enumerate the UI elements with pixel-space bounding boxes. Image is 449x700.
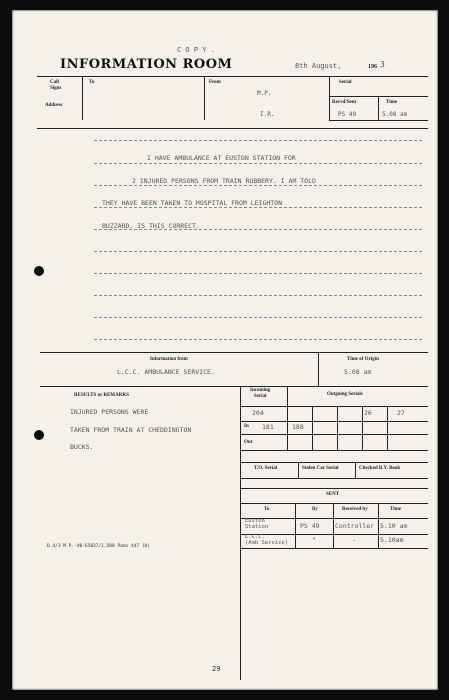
in-label: In [244, 424, 249, 429]
stolen-car-serial-label: Stolen Car Serial [302, 466, 339, 471]
message-line: 2 INJURED PERSONS FROM TRAIN ROBBERY. I AM TOLD [132, 177, 316, 185]
outgoing-serials-label: Outgoing Serials [327, 392, 363, 397]
results-line: BUCKS. [70, 443, 94, 451]
outgoing-serial-value: 26 [364, 409, 372, 417]
message-line: BUZZARD. IS THIS CORRECT. [102, 222, 200, 230]
in-serial-value: 181 [262, 423, 274, 431]
serial-label: Serial [339, 80, 352, 85]
punch-hole [34, 430, 44, 440]
in-serial-value: 188 [292, 423, 304, 431]
from-value-2: I.R. [260, 111, 275, 118]
call-signs-label: Call Signs [50, 80, 62, 91]
date: 8th August, [295, 62, 342, 70]
results-line: INJURED PERSONS WERE [70, 408, 149, 416]
time-of-origin-label: Time of Origin [347, 357, 379, 362]
form-code: D.4/3 M.P.-40-65037/1,500 Pads 447 (8) [47, 544, 150, 549]
message-form-page [12, 10, 438, 690]
sent-header-to: To [264, 507, 270, 512]
recvd-sent-value: PS 49 [338, 111, 357, 118]
out-label: Out [244, 440, 253, 445]
page-number: 29 [212, 665, 221, 673]
sent-row-time: 5.10 am [380, 522, 408, 530]
incoming-serial-label: Incoming Serial [250, 388, 271, 399]
info-from-label: Information from [150, 357, 188, 362]
sent-row-to: L.C.C. (Amb Service) [245, 534, 289, 546]
sent-row-to: Euston Station [245, 518, 269, 530]
recvd-sent-label: Recvd/Sent [332, 100, 357, 105]
from-value-1: M.P. [257, 90, 272, 97]
sent-header-by: By [312, 507, 318, 512]
sent-row-by: PS 49 [300, 522, 320, 530]
address-label: Address [45, 103, 63, 108]
results-label: RESULTS or REMARKS [74, 393, 130, 398]
sent-header-received: Received by [342, 507, 368, 512]
results-line: TAKEN FROM TRAIN AT CHEDDINGTON [70, 426, 192, 434]
copy-stamp: C O P Y . [177, 46, 215, 54]
sent-row-by: " [312, 536, 316, 544]
time-value: 5.08 am [382, 111, 408, 118]
message-line: THEY HAVE BEEN TAKEN TO HOSPITAL FROM LEIGHTON [102, 199, 283, 207]
sent-row-time: 5.10am [380, 536, 404, 544]
sent-label: SENT [326, 492, 340, 497]
checked-book-label: Checked B.Y. Book [359, 466, 401, 471]
sent-header-time: Time [390, 507, 402, 512]
incoming-serial-value: 204 [252, 409, 264, 417]
year-prefix: 196 [368, 64, 377, 70]
to-serial-label: T.O. Serial [254, 466, 278, 471]
message-line: I HAVE AMBULANCE AT EUSTON STATION FOR [147, 154, 296, 162]
time-of-origin-value: 5.08 am [344, 368, 372, 376]
form-title: INFORMATION ROOM [60, 57, 233, 72]
info-from-value: L.C.C. AMBULANCE SERVICE. [117, 368, 215, 376]
to-label: To [89, 80, 95, 85]
time-label: Time [386, 100, 398, 105]
sent-row-received: Controller [335, 522, 375, 530]
year-digit: 3 [380, 60, 385, 69]
outgoing-serial-value: 27 [397, 409, 405, 417]
punch-hole [34, 266, 44, 276]
sent-row-received: - [352, 536, 356, 544]
from-label: From [209, 80, 221, 85]
